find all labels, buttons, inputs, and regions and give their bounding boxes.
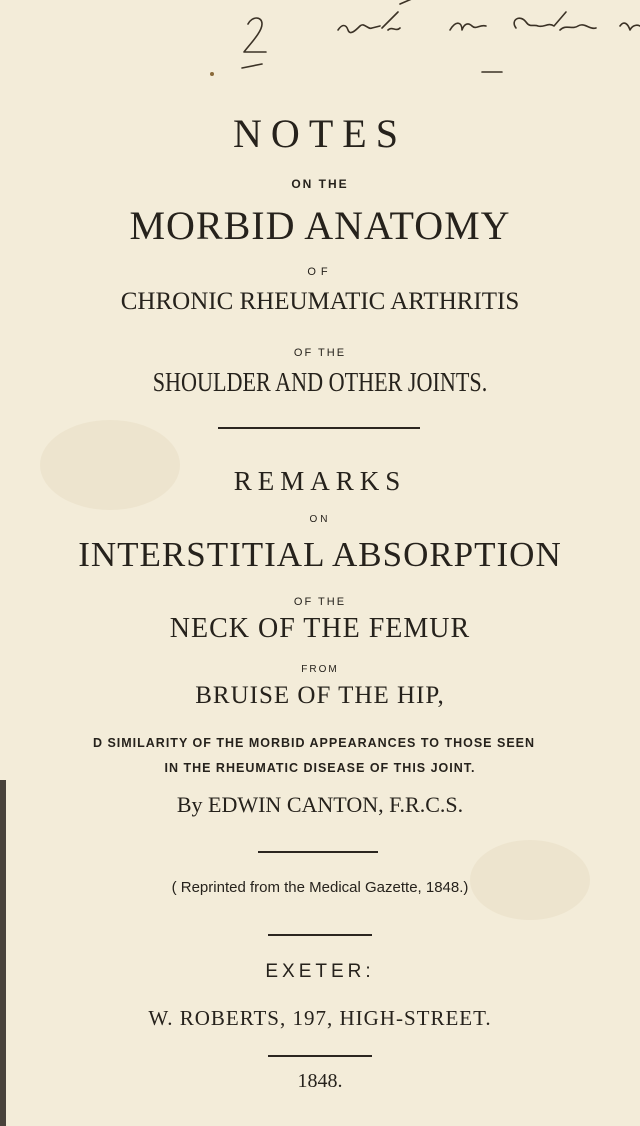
binding-edge	[0, 780, 6, 1126]
heading-notes: NOTES	[233, 111, 407, 156]
subtitle-line: D SIMILARITY OF THE MORBID APPEARANCES TO THOSE SEEN	[92, 736, 536, 750]
divider-rule	[268, 1055, 372, 1057]
imprint-place: EXETER:	[265, 961, 375, 982]
imprint-year: 1848.	[297, 1070, 343, 1092]
divider-rule	[218, 427, 420, 429]
heading-chronic-rheumatic-arthritis: CHRONIC RHEUMATIC ARTHRITIS	[120, 288, 520, 315]
connector-of: OF	[307, 266, 333, 278]
heading-neck-of-femur: NECK OF THE FEMUR	[169, 613, 471, 644]
imprint-printer: W. ROBERTS, 197, HIGH-STREET.	[148, 1006, 492, 1030]
heading-shoulder-joints: SHOULDER AND OTHER JOINTS.	[152, 367, 488, 397]
heading-morbid-anatomy: MORBID ANATOMY	[129, 203, 511, 248]
reprint-note: ( Reprinted from the Medical Gazette, 1848.)	[171, 879, 469, 896]
divider-rule	[268, 934, 372, 936]
divider-rule	[258, 851, 378, 853]
connector-of-the: OF THE	[293, 347, 347, 359]
connector-of-the: OF THE	[293, 596, 347, 608]
connector-on-the: ON THE	[291, 177, 349, 191]
author-line: By EDWIN CANTON, F.R.C.S.	[176, 792, 464, 817]
handwritten-inscription	[0, 0, 640, 90]
heading-interstitial-absorption: INTERSTITIAL ABSORPTION	[78, 535, 562, 574]
subtitle-line: IN THE RHEUMATIC DISEASE OF THIS JOINT.	[164, 761, 476, 775]
connector-from: FROM	[301, 664, 339, 675]
heading-remarks: REMARKS	[233, 466, 407, 496]
heading-bruise-of-hip: BRUISE OF THE HIP,	[195, 682, 445, 709]
connector-on: ON	[309, 514, 331, 525]
